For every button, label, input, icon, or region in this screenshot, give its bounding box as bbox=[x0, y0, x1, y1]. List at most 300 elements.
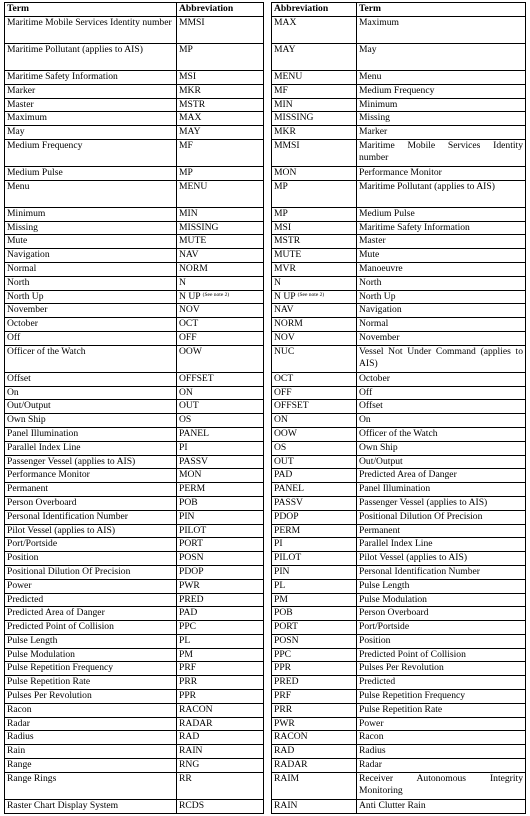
abbreviation-text: PWR bbox=[274, 717, 295, 729]
abbreviation-text: RACON bbox=[274, 731, 308, 743]
table-row bbox=[272, 634, 526, 648]
term-cell bbox=[357, 112, 526, 126]
abbreviation-text: MKR bbox=[179, 84, 201, 96]
abbreviation-text: PANEL bbox=[179, 427, 210, 439]
term-text: Menu bbox=[7, 180, 30, 192]
term-cell bbox=[5, 112, 177, 126]
term-cell bbox=[357, 731, 526, 745]
term-cell bbox=[5, 262, 177, 276]
table-row bbox=[5, 524, 264, 538]
abbreviation-text: PASSV bbox=[179, 455, 208, 467]
abbreviation-cell bbox=[177, 607, 264, 621]
table-row bbox=[272, 703, 526, 717]
term-text: Normal bbox=[359, 318, 389, 330]
abbreviation-cell bbox=[272, 745, 357, 759]
abbreviation-cell bbox=[272, 207, 357, 221]
abbreviation-text: RACON bbox=[179, 703, 213, 715]
term-cell bbox=[357, 593, 526, 607]
term-text: Predicted Area of Danger bbox=[359, 469, 457, 481]
abbreviation-cell bbox=[272, 276, 357, 290]
table-row bbox=[5, 469, 264, 483]
abbreviation-cell bbox=[177, 745, 264, 759]
term-text: Master bbox=[359, 235, 386, 247]
table-row bbox=[5, 84, 264, 98]
abbreviation-text: RADAR bbox=[274, 759, 308, 771]
term-cell bbox=[5, 17, 177, 44]
table-row bbox=[272, 166, 526, 180]
abbreviation-text: RAD bbox=[179, 731, 200, 743]
term-to-abbreviation-table bbox=[4, 2, 264, 814]
term-cell bbox=[5, 690, 177, 704]
abbreviation-cell bbox=[177, 84, 264, 98]
abbreviation-text: PILOT bbox=[274, 552, 302, 564]
abbreviation-text: OUT bbox=[274, 455, 294, 467]
term-text: Maritime Safety Information bbox=[359, 221, 470, 233]
abbreviation-cell bbox=[177, 44, 264, 71]
abbreviation-text: NAV bbox=[274, 304, 294, 316]
abbreviation-text: PPR bbox=[274, 662, 292, 674]
abbreviation-cell bbox=[272, 331, 357, 345]
abbreviation-cell bbox=[272, 112, 357, 126]
term-cell bbox=[357, 139, 526, 166]
term-text: Pulse Repetition Frequency bbox=[359, 690, 466, 702]
column-header-term: Term bbox=[357, 3, 526, 17]
abbreviation-text: PRED bbox=[274, 676, 299, 688]
term-text: Panel Illumination bbox=[359, 483, 431, 495]
term-cell bbox=[5, 126, 177, 140]
term-text: Maximum bbox=[359, 17, 399, 28]
abbreviation-cell bbox=[177, 469, 264, 483]
table-row bbox=[272, 799, 526, 813]
term-text: Pulse Modulation bbox=[359, 593, 427, 605]
abbreviation-text: MAX bbox=[179, 112, 202, 124]
abbreviation-cell bbox=[272, 662, 357, 676]
abbreviation-cell bbox=[272, 414, 357, 428]
footnote-reference: (See note 2) bbox=[202, 291, 230, 298]
abbreviation-cell bbox=[272, 731, 357, 745]
term-text: Radar bbox=[359, 759, 382, 771]
term-text: North Up bbox=[7, 290, 44, 302]
term-cell bbox=[357, 207, 526, 221]
term-text: Passenger Vessel (applies to AIS) bbox=[7, 455, 136, 467]
term-cell bbox=[5, 166, 177, 180]
term-cell bbox=[357, 221, 526, 235]
abbreviation-cell bbox=[272, 524, 357, 538]
table-row bbox=[5, 745, 264, 759]
term-cell bbox=[357, 304, 526, 318]
abbreviation-text: PIN bbox=[179, 510, 195, 522]
term-text: Own Ship bbox=[359, 441, 398, 453]
term-cell bbox=[357, 510, 526, 524]
table-row bbox=[272, 17, 526, 44]
term-cell bbox=[5, 414, 177, 428]
table-row bbox=[272, 71, 526, 85]
term-cell bbox=[357, 372, 526, 386]
term-text: Positional Dilution Of Precision bbox=[7, 565, 131, 577]
term-cell bbox=[5, 249, 177, 263]
term-cell bbox=[5, 510, 177, 524]
term-text: Off bbox=[359, 386, 373, 398]
table-row bbox=[5, 180, 264, 207]
abbreviation-cell bbox=[272, 249, 357, 263]
table-row bbox=[272, 496, 526, 510]
term-text: Personal Identification Number bbox=[7, 510, 128, 522]
abbreviation-text: MF bbox=[274, 84, 288, 96]
term-cell bbox=[357, 565, 526, 579]
abbreviation-cell bbox=[177, 455, 264, 469]
term-text: Range Rings bbox=[7, 772, 57, 784]
abbreviation-text: NUC bbox=[274, 345, 295, 357]
term-cell bbox=[5, 71, 177, 85]
term-text: Port/Portside bbox=[359, 621, 410, 633]
term-text: Pulse Repetition Rate bbox=[359, 703, 443, 715]
term-cell bbox=[5, 455, 177, 469]
table-row bbox=[5, 318, 264, 332]
term-cell bbox=[5, 703, 177, 717]
abbreviation-text: MIN bbox=[179, 207, 198, 219]
abbreviation-text: ON bbox=[179, 386, 193, 398]
term-text: Out/Output bbox=[7, 400, 51, 412]
term-text: Pilot Vessel (applies to AIS) bbox=[359, 552, 468, 564]
abbreviation-cell bbox=[177, 276, 264, 290]
term-text: Maritime Mobile Services Identity number bbox=[359, 139, 523, 163]
abbreviation-text: MISSING bbox=[179, 221, 219, 233]
abbreviation-cell bbox=[177, 71, 264, 85]
abbreviation-cell bbox=[272, 648, 357, 662]
abbreviation-cell bbox=[272, 690, 357, 704]
term-cell bbox=[357, 441, 526, 455]
abbreviation-text: RAIM bbox=[274, 772, 300, 784]
abbreviation-cell bbox=[177, 427, 264, 441]
abbreviation-cell bbox=[272, 139, 357, 166]
abbreviation-cell bbox=[177, 166, 264, 180]
term-text: Marker bbox=[359, 126, 388, 138]
term-text: Parallel Index Line bbox=[359, 538, 433, 550]
abbreviation-cell bbox=[177, 759, 264, 773]
abbreviation-text: NORM bbox=[274, 318, 303, 330]
term-text: Missing bbox=[7, 221, 38, 233]
abbreviation-text: MAY bbox=[274, 44, 296, 55]
term-text: Offset bbox=[359, 400, 383, 412]
table-row bbox=[5, 621, 264, 635]
abbreviation-cell bbox=[272, 772, 357, 799]
term-cell bbox=[357, 621, 526, 635]
abbreviation-cell bbox=[177, 235, 264, 249]
abbreviation-cell bbox=[272, 607, 357, 621]
abbreviation-text: N bbox=[179, 276, 186, 288]
term-text: Maritime Pollutant (applies to AIS) bbox=[7, 44, 143, 55]
table-row bbox=[5, 126, 264, 140]
table-row bbox=[5, 304, 264, 318]
table-row bbox=[272, 84, 526, 98]
abbreviation-cell bbox=[272, 262, 357, 276]
term-cell bbox=[357, 524, 526, 538]
term-text: Predicted bbox=[7, 593, 44, 605]
abbreviation-cell bbox=[272, 71, 357, 85]
abbreviation-text: PM bbox=[274, 593, 288, 605]
abbreviation-text: PPC bbox=[274, 648, 292, 660]
table-row bbox=[5, 703, 264, 717]
term-cell bbox=[5, 676, 177, 690]
abbreviation-to-term-table bbox=[271, 2, 526, 814]
abbreviation-cell bbox=[272, 455, 357, 469]
abbreviation-text: OFFSET bbox=[179, 372, 214, 384]
abbreviation-text: NOV bbox=[179, 304, 200, 316]
abbreviation-cell bbox=[272, 290, 357, 304]
term-text: Raster Chart Display System bbox=[7, 799, 119, 811]
abbreviation-text: OOW bbox=[179, 345, 202, 357]
abbreviation-cell bbox=[177, 483, 264, 497]
abbreviation-text: MSI bbox=[179, 71, 197, 82]
abbreviation-text: MSTR bbox=[274, 235, 301, 247]
abbreviation-text: PDOP bbox=[274, 510, 299, 522]
table-row bbox=[5, 496, 264, 510]
term-cell bbox=[5, 731, 177, 745]
abbreviation-cell bbox=[272, 676, 357, 690]
abbreviation-cell bbox=[177, 621, 264, 635]
abbreviation-text: MUTE bbox=[274, 249, 302, 261]
abbreviation-text: RAIN bbox=[179, 745, 203, 757]
term-cell bbox=[5, 84, 177, 98]
table-row bbox=[5, 552, 264, 566]
abbreviation-cell bbox=[272, 634, 357, 648]
column-header-term: Term bbox=[5, 3, 177, 17]
term-cell bbox=[5, 496, 177, 510]
term-text: Medium Frequency bbox=[7, 139, 83, 151]
table-row bbox=[5, 112, 264, 126]
table-row bbox=[272, 565, 526, 579]
abbreviation-text: PWR bbox=[179, 579, 200, 591]
abbreviation-text: OS bbox=[274, 441, 287, 453]
term-text: Pulse Length bbox=[7, 634, 58, 646]
table-row bbox=[272, 304, 526, 318]
abbreviation-text: POB bbox=[274, 607, 293, 619]
term-text: Menu bbox=[359, 71, 382, 82]
table-row bbox=[272, 621, 526, 635]
table-row bbox=[5, 345, 264, 372]
abbreviation-cell bbox=[177, 690, 264, 704]
term-cell bbox=[357, 17, 526, 44]
abbreviation-cell bbox=[177, 112, 264, 126]
term-text: Radius bbox=[359, 745, 386, 757]
term-text: Marker bbox=[7, 84, 36, 96]
table-row bbox=[272, 441, 526, 455]
term-text: Positional Dilution Of Precision bbox=[359, 510, 483, 522]
term-cell bbox=[357, 469, 526, 483]
term-cell bbox=[5, 235, 177, 249]
abbreviation-cell bbox=[177, 538, 264, 552]
table-row bbox=[272, 772, 526, 799]
abbreviation-text: MF bbox=[179, 139, 193, 151]
table-row bbox=[5, 235, 264, 249]
term-text: Offset bbox=[7, 372, 31, 384]
term-text: Personal Identification Number bbox=[359, 565, 480, 577]
term-cell bbox=[357, 483, 526, 497]
term-cell bbox=[357, 772, 526, 799]
table-row bbox=[5, 593, 264, 607]
term-cell bbox=[5, 400, 177, 414]
term-cell bbox=[5, 207, 177, 221]
table-row bbox=[272, 221, 526, 235]
term-cell bbox=[357, 745, 526, 759]
table-row bbox=[5, 759, 264, 773]
term-cell bbox=[5, 372, 177, 386]
term-text: Medium Pulse bbox=[359, 207, 415, 219]
table-row bbox=[272, 717, 526, 731]
term-cell bbox=[357, 84, 526, 98]
term-text: Person Overboard bbox=[7, 496, 77, 508]
abbreviation-text: POSN bbox=[274, 634, 299, 646]
term-cell bbox=[5, 98, 177, 112]
term-cell bbox=[357, 249, 526, 263]
term-text: Range bbox=[7, 759, 32, 771]
table-row bbox=[272, 112, 526, 126]
table-row bbox=[272, 400, 526, 414]
term-text: Officer of the Watch bbox=[7, 345, 86, 357]
abbreviation-cell bbox=[272, 717, 357, 731]
table-row bbox=[5, 483, 264, 497]
term-text: May bbox=[359, 44, 377, 55]
table-row bbox=[5, 717, 264, 731]
abbreviation-cell bbox=[272, 84, 357, 98]
abbreviation-text: MMSI bbox=[274, 139, 300, 151]
abbreviation-text: N UP bbox=[179, 290, 201, 302]
term-text: Minimum bbox=[359, 98, 398, 110]
abbreviation-text: PIN bbox=[274, 565, 290, 577]
abbreviation-cell bbox=[177, 318, 264, 332]
abbreviation-cell bbox=[272, 510, 357, 524]
abbreviation-text: NOV bbox=[274, 331, 295, 343]
term-cell bbox=[357, 180, 526, 207]
abbreviation-text: MENU bbox=[274, 71, 303, 82]
term-cell bbox=[357, 496, 526, 510]
abbreviation-text: POB bbox=[179, 496, 198, 508]
table-row bbox=[5, 71, 264, 85]
term-text: Racon bbox=[7, 703, 32, 715]
table-row bbox=[272, 249, 526, 263]
abbreviation-cell bbox=[177, 676, 264, 690]
table-row bbox=[272, 648, 526, 662]
term-text: Medium Frequency bbox=[359, 84, 435, 96]
term-text: Master bbox=[7, 98, 34, 110]
term-cell bbox=[357, 400, 526, 414]
term-cell bbox=[5, 538, 177, 552]
term-text: Officer of the Watch bbox=[359, 427, 438, 439]
abbreviation-cell bbox=[177, 565, 264, 579]
table-row bbox=[272, 331, 526, 345]
table-row bbox=[272, 483, 526, 497]
table-row bbox=[5, 400, 264, 414]
term-cell bbox=[357, 318, 526, 332]
abbreviation-cell bbox=[177, 496, 264, 510]
abbreviation-cell bbox=[272, 579, 357, 593]
abbreviation-text: RAD bbox=[274, 745, 295, 757]
table-row bbox=[272, 345, 526, 372]
term-text: Pilot Vessel (applies to AIS) bbox=[7, 524, 116, 536]
table-row bbox=[272, 427, 526, 441]
term-text: Pulse Length bbox=[359, 579, 410, 591]
term-cell bbox=[357, 538, 526, 552]
term-text: Maritime Pollutant (applies to AIS) bbox=[359, 180, 495, 192]
abbreviation-text: OCT bbox=[179, 318, 199, 330]
table-row bbox=[272, 759, 526, 773]
term-text: Position bbox=[7, 552, 39, 564]
abbreviation-cell bbox=[177, 552, 264, 566]
term-cell bbox=[5, 552, 177, 566]
table-row bbox=[272, 510, 526, 524]
term-text: Predicted Point of Collision bbox=[359, 648, 466, 660]
table-row bbox=[5, 565, 264, 579]
table-row bbox=[5, 731, 264, 745]
abbreviation-text: MUTE bbox=[179, 235, 207, 247]
term-text: Own Ship bbox=[7, 414, 46, 426]
term-text: Power bbox=[359, 717, 384, 729]
abbreviation-text: N UP bbox=[274, 290, 296, 302]
abbreviation-cell bbox=[177, 345, 264, 372]
table-row bbox=[5, 510, 264, 524]
abbreviation-text: RAIN bbox=[274, 799, 298, 811]
abbreviation-cell bbox=[272, 496, 357, 510]
abbreviation-cell bbox=[272, 400, 357, 414]
abbreviation-cell bbox=[177, 703, 264, 717]
table-row bbox=[5, 690, 264, 704]
term-cell bbox=[5, 427, 177, 441]
abbreviation-text: POSN bbox=[179, 552, 204, 564]
abbreviation-text: PORT bbox=[274, 621, 298, 633]
abbreviation-text: PERM bbox=[179, 483, 206, 495]
term-cell bbox=[357, 607, 526, 621]
term-cell bbox=[357, 759, 526, 773]
abbreviation-text: PRR bbox=[274, 703, 293, 715]
term-text: On bbox=[7, 386, 19, 398]
abbreviation-text: PI bbox=[179, 441, 188, 453]
table-row bbox=[272, 180, 526, 207]
table-row bbox=[5, 441, 264, 455]
term-text: Performance Monitor bbox=[359, 166, 442, 178]
abbreviation-cell bbox=[177, 207, 264, 221]
term-text: Maritime Mobile Services Identity number bbox=[7, 17, 172, 28]
table-row bbox=[5, 579, 264, 593]
table-row bbox=[5, 427, 264, 441]
term-cell bbox=[357, 552, 526, 566]
term-cell bbox=[357, 290, 526, 304]
table-row bbox=[5, 414, 264, 428]
term-cell bbox=[5, 290, 177, 304]
abbreviation-cell bbox=[177, 386, 264, 400]
table-row bbox=[5, 538, 264, 552]
abbreviation-text: MP bbox=[179, 44, 193, 55]
term-text: Predicted Area of Danger bbox=[7, 607, 105, 619]
term-cell bbox=[357, 235, 526, 249]
term-text: On bbox=[359, 414, 371, 426]
table-row bbox=[5, 221, 264, 235]
abbreviation-text: PL bbox=[274, 579, 286, 591]
table-header-row bbox=[272, 3, 526, 17]
abbreviation-cell bbox=[177, 304, 264, 318]
term-text: Mute bbox=[359, 249, 380, 261]
term-cell bbox=[5, 386, 177, 400]
abbreviation-cell bbox=[177, 524, 264, 538]
abbreviation-cell bbox=[272, 799, 357, 813]
abbreviation-cell bbox=[177, 98, 264, 112]
abbreviation-text: PORT bbox=[179, 538, 203, 550]
table-row bbox=[272, 579, 526, 593]
abbreviation-cell bbox=[177, 634, 264, 648]
term-cell bbox=[5, 593, 177, 607]
table-row bbox=[272, 538, 526, 552]
abbreviation-text: OFFSET bbox=[274, 400, 309, 412]
abbreviation-cell bbox=[272, 386, 357, 400]
